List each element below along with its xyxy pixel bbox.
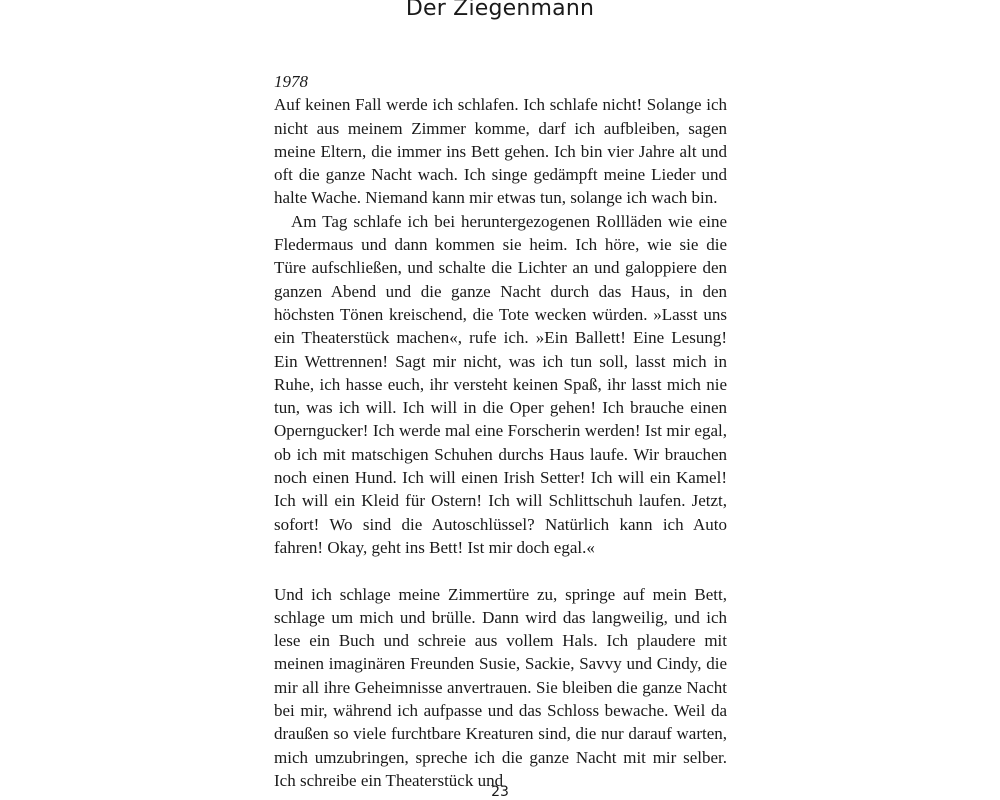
section-year: 1978	[274, 72, 308, 91]
paragraph-1: Auf keinen Fall werde ich schlafen. Ich schlafe nicht! Solange ich nicht aus meinem Zimmer komme, darf ich aufbleiben, sagen meine Eltern, die immer ins Bett gehen. Ich bin vier Jahre alt und oft die ganze Nacht wach. Ich singe gedämpft meine Lieder und halte Wache. Niemand kann mir etwas tun, solange ich wach bin.	[274, 95, 727, 208]
page-number: 23	[491, 784, 509, 800]
paragraph-2: Am Tag schlafe ich bei heruntergezogenen Rollläden wie eine Fledermaus und dann kommen sie heim. Ich höre, wie sie die Türe aufschließen, und schalte die Lichter an und galoppiere den ganzen Abend und die ganze Nacht durch das Haus, in den höchsten Tönen kreischend, die Tote wecken würden. »Lasst uns ein Theaterstück machen«, rufe ich. »Ein Ballett! Eine Lesung! Ein Wettrennen! Sagt mir nicht, was ich tun soll, lasst mich in Ruhe, ich hasse euch, ihr versteht keinen Spaß, ihr lasst mich nie tun, was ich will. Ich will in die Oper gehen! Ich brauche einen Operngucker! Ich werde mal eine Forscherin werden! Ist mir egal, ob ich mit matschigen Schuhen durchs Haus laufe. Wir brauchen noch einen Hund. Ich will einen Irish Setter! Ich will ein Kamel! Ich will ein Kleid für Ostern! Ich will Schlittschuh laufen. Jetzt, sofort! Wo sind die Autoschlüssel? Natürlich kann ich Auto fahren! Okay, geht ins Bett! Ist mir doch egal.«	[274, 211, 727, 557]
section-break	[274, 559, 727, 582]
running-head-title: Der Ziegenmann	[405, 0, 595, 21]
paragraph-3: Und ich schlage meine Zimmertüre zu, springe auf mein Bett, schlage um mich und brülle. Dann wird das langweilig, und ich lese ein Buch und schreie aus vollem Hals. Ich plaudere mit meinen imaginären Freunden Susie, Sackie, Savvy und Cindy, die mir all ihre Geheimnisse anvertrauen. Sie bleiben die ganze Nacht bei mir, während ich aufpasse und das Schloss bewache. Weil da draußen so viele furchtbare Kreaturen sind, die nur darauf warten, mich umzubringen, spreche ich die ganze Nacht mit mir selber. Ich schreibe ein Theaterstück und	[274, 584, 727, 790]
body-text	[274, 70, 727, 792]
